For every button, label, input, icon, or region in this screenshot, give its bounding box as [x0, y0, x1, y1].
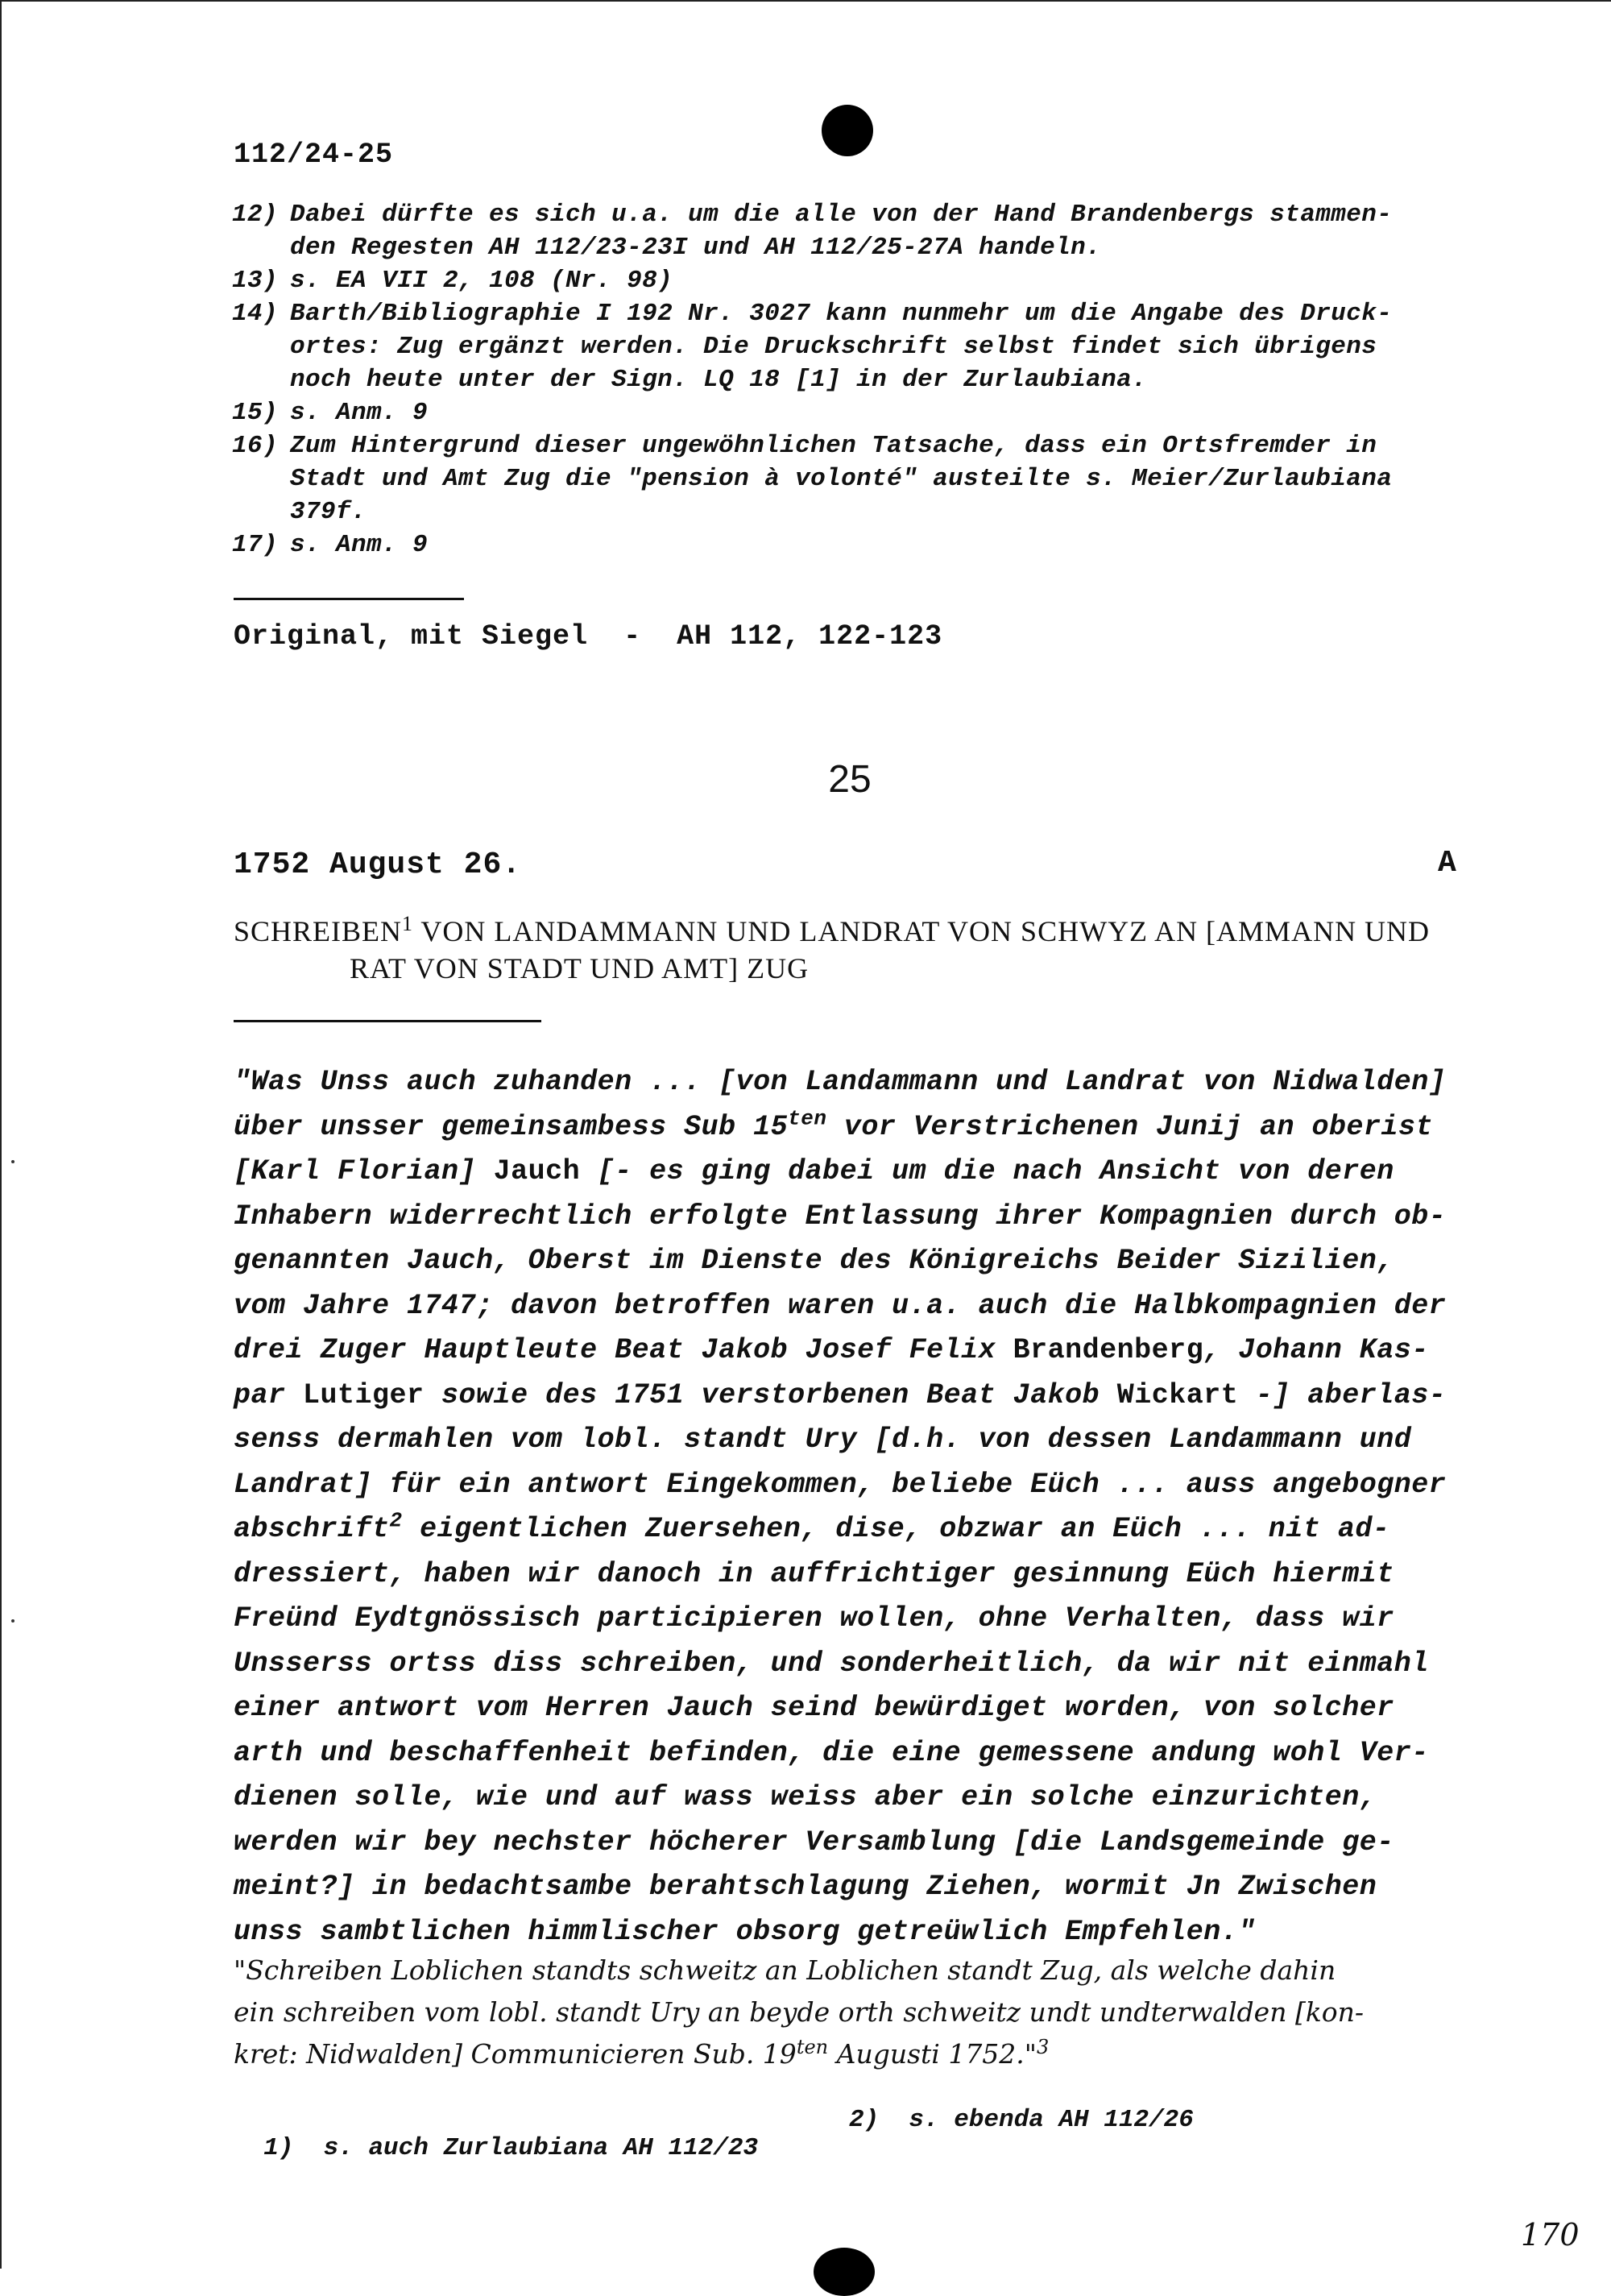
- divider: [234, 598, 464, 600]
- footnote-13: 13) s. EA VII 2, 108 (Nr. 98): [232, 267, 673, 295]
- archival-endorsement: "Schreiben Loblichen standts schweitz an Loblichen standt Zug, als welche dahin ein schreiben vom lobl. standt Ury an beyde orth schweitz undt undterwalden [kon- kret: Nidwalden] Communicieren Sub. $19^{ten}$ Augusti 1752."$^3$: [234, 1954, 1365, 2070]
- document-date: 1752 August 26.: [234, 848, 522, 882]
- handwritten-page-number: 170: [1521, 2217, 1580, 2252]
- person-name: Brandenberg: [1013, 1334, 1204, 1366]
- scan-speck: [11, 1619, 14, 1623]
- person-name: Lutiger: [303, 1378, 424, 1411]
- page-footnote-2: 2) s. ebenda AH 112/26: [849, 2106, 1194, 2134]
- punch-hole-mark-bottom: [814, 2248, 875, 2296]
- person-name: Jauch: [493, 1155, 581, 1187]
- document-variant: A: [1438, 846, 1456, 881]
- document-heading: SCHREIBEN$^1$ VON LANDAMMANN UND LANDRAT VON SCHWYZ AN [AMMANN UND RAT VON STADT UND AMT] ZUG: [234, 912, 1431, 984]
- footnote-list: [232, 198, 1489, 562]
- footnote-17: 17) s. Anm. 9: [232, 531, 429, 559]
- footnote-14: 14) Barth/Bibliographie I 192 Nr. 3027 kann nunmehr um die Angabe des Druck- ortes: Zug ergänzt werden. Die Druckschrift selbst findet sich übrigens noch heute unter der Sign. LQ 18 [1] in der Zurlaubiana.: [232, 300, 1393, 394]
- document-number: 25: [828, 758, 872, 801]
- divider: [234, 1020, 541, 1022]
- letter-transcription: "Was Unss auch zuhanden ... [von Landammann und Landrat von Nidwalden] über unsser gemeinsambess Sub $15^{ten}$ vor Verstrichenen Junij an oberist [Karl Florian] Jauch [- es ging dabei um die nach Ansicht von deren Inhabern widerrechtlich erfolgte Entlassung ihrer Kompagnien durch ob- genannten Jauch, Oberst im Dienste des Königreichs Beider Sizilien, vom Jahre 1747; davon betroffen waren u.a. auch die Halbkompagnien der drei Zuger Hauptleute Beat Jakob Josef Felix Brandenberg, Johann Kas- par Lutiger sowie des 1751 verstorbenen Beat Jakob Wickart -] aberlas- senss dermahlen vom lobl. standt Ury [d.h. von dessen Landammann und Landrat] für ein antwort Eingekommen, beliebe Eüch ... auss angebogner abschrift$^2$ eigentlichen Zuersehen, dise, obzwar an Eüch ... nit ad- dressiert, haben wir danoch in auffrichtiger gesinnung Eüch hiermit Freünd Eydtgnössisch participieren wollen, ohne Verhalten, dass wir Unsserss ortss diss schreiben, und sonderheitlich, da wir nit einmahl einer antwort vom Herren Jauch seind bewürdiget worden, von solcher arth und beschaffenheit befinden, die eine gemessene andung wohl Ver- dienen solle, wie und auf wass weiss aber ein solche einzurichten, werden wir bey nechster höcherer Versamblung [die Landsgemeinde ge- meint?] in bedachtsambe berahtschlagung Ziehen, wormit Jn Zwischen unss sambtlichen himmlischer obsorg getreüwlich Empfehlen.": [234, 1066, 1447, 1948]
- punch-hole-mark: [822, 105, 873, 156]
- footnote-15: 15) s. Anm. 9: [232, 399, 429, 427]
- page-footnotes: [234, 2106, 1194, 2162]
- page-identifier: 112/24-25: [234, 139, 394, 171]
- footnote-12: 12) Dabei dürfte es sich u.a. um die alle von der Hand Brandenbergs stammen- den Regesten AH 112/23-23I und AH 112/25-27A handeln.: [232, 201, 1393, 262]
- source-note: Original, mit Siegel - AH 112, 122-123: [234, 620, 943, 653]
- page-footnote-1: 1) s. auch Zurlaubiana AH 112/23: [263, 2134, 759, 2162]
- person-name: Wickart: [1116, 1378, 1239, 1411]
- footnote-16: 16) Zum Hintergrund dieser ungewöhnlichen Tatsache, dass ein Ortsfremder in Stadt und Amt Zug die "pension à volonté" austeilte s. Meier/Zurlaubiana 379f.: [232, 432, 1393, 526]
- scan-speck: [11, 1160, 14, 1163]
